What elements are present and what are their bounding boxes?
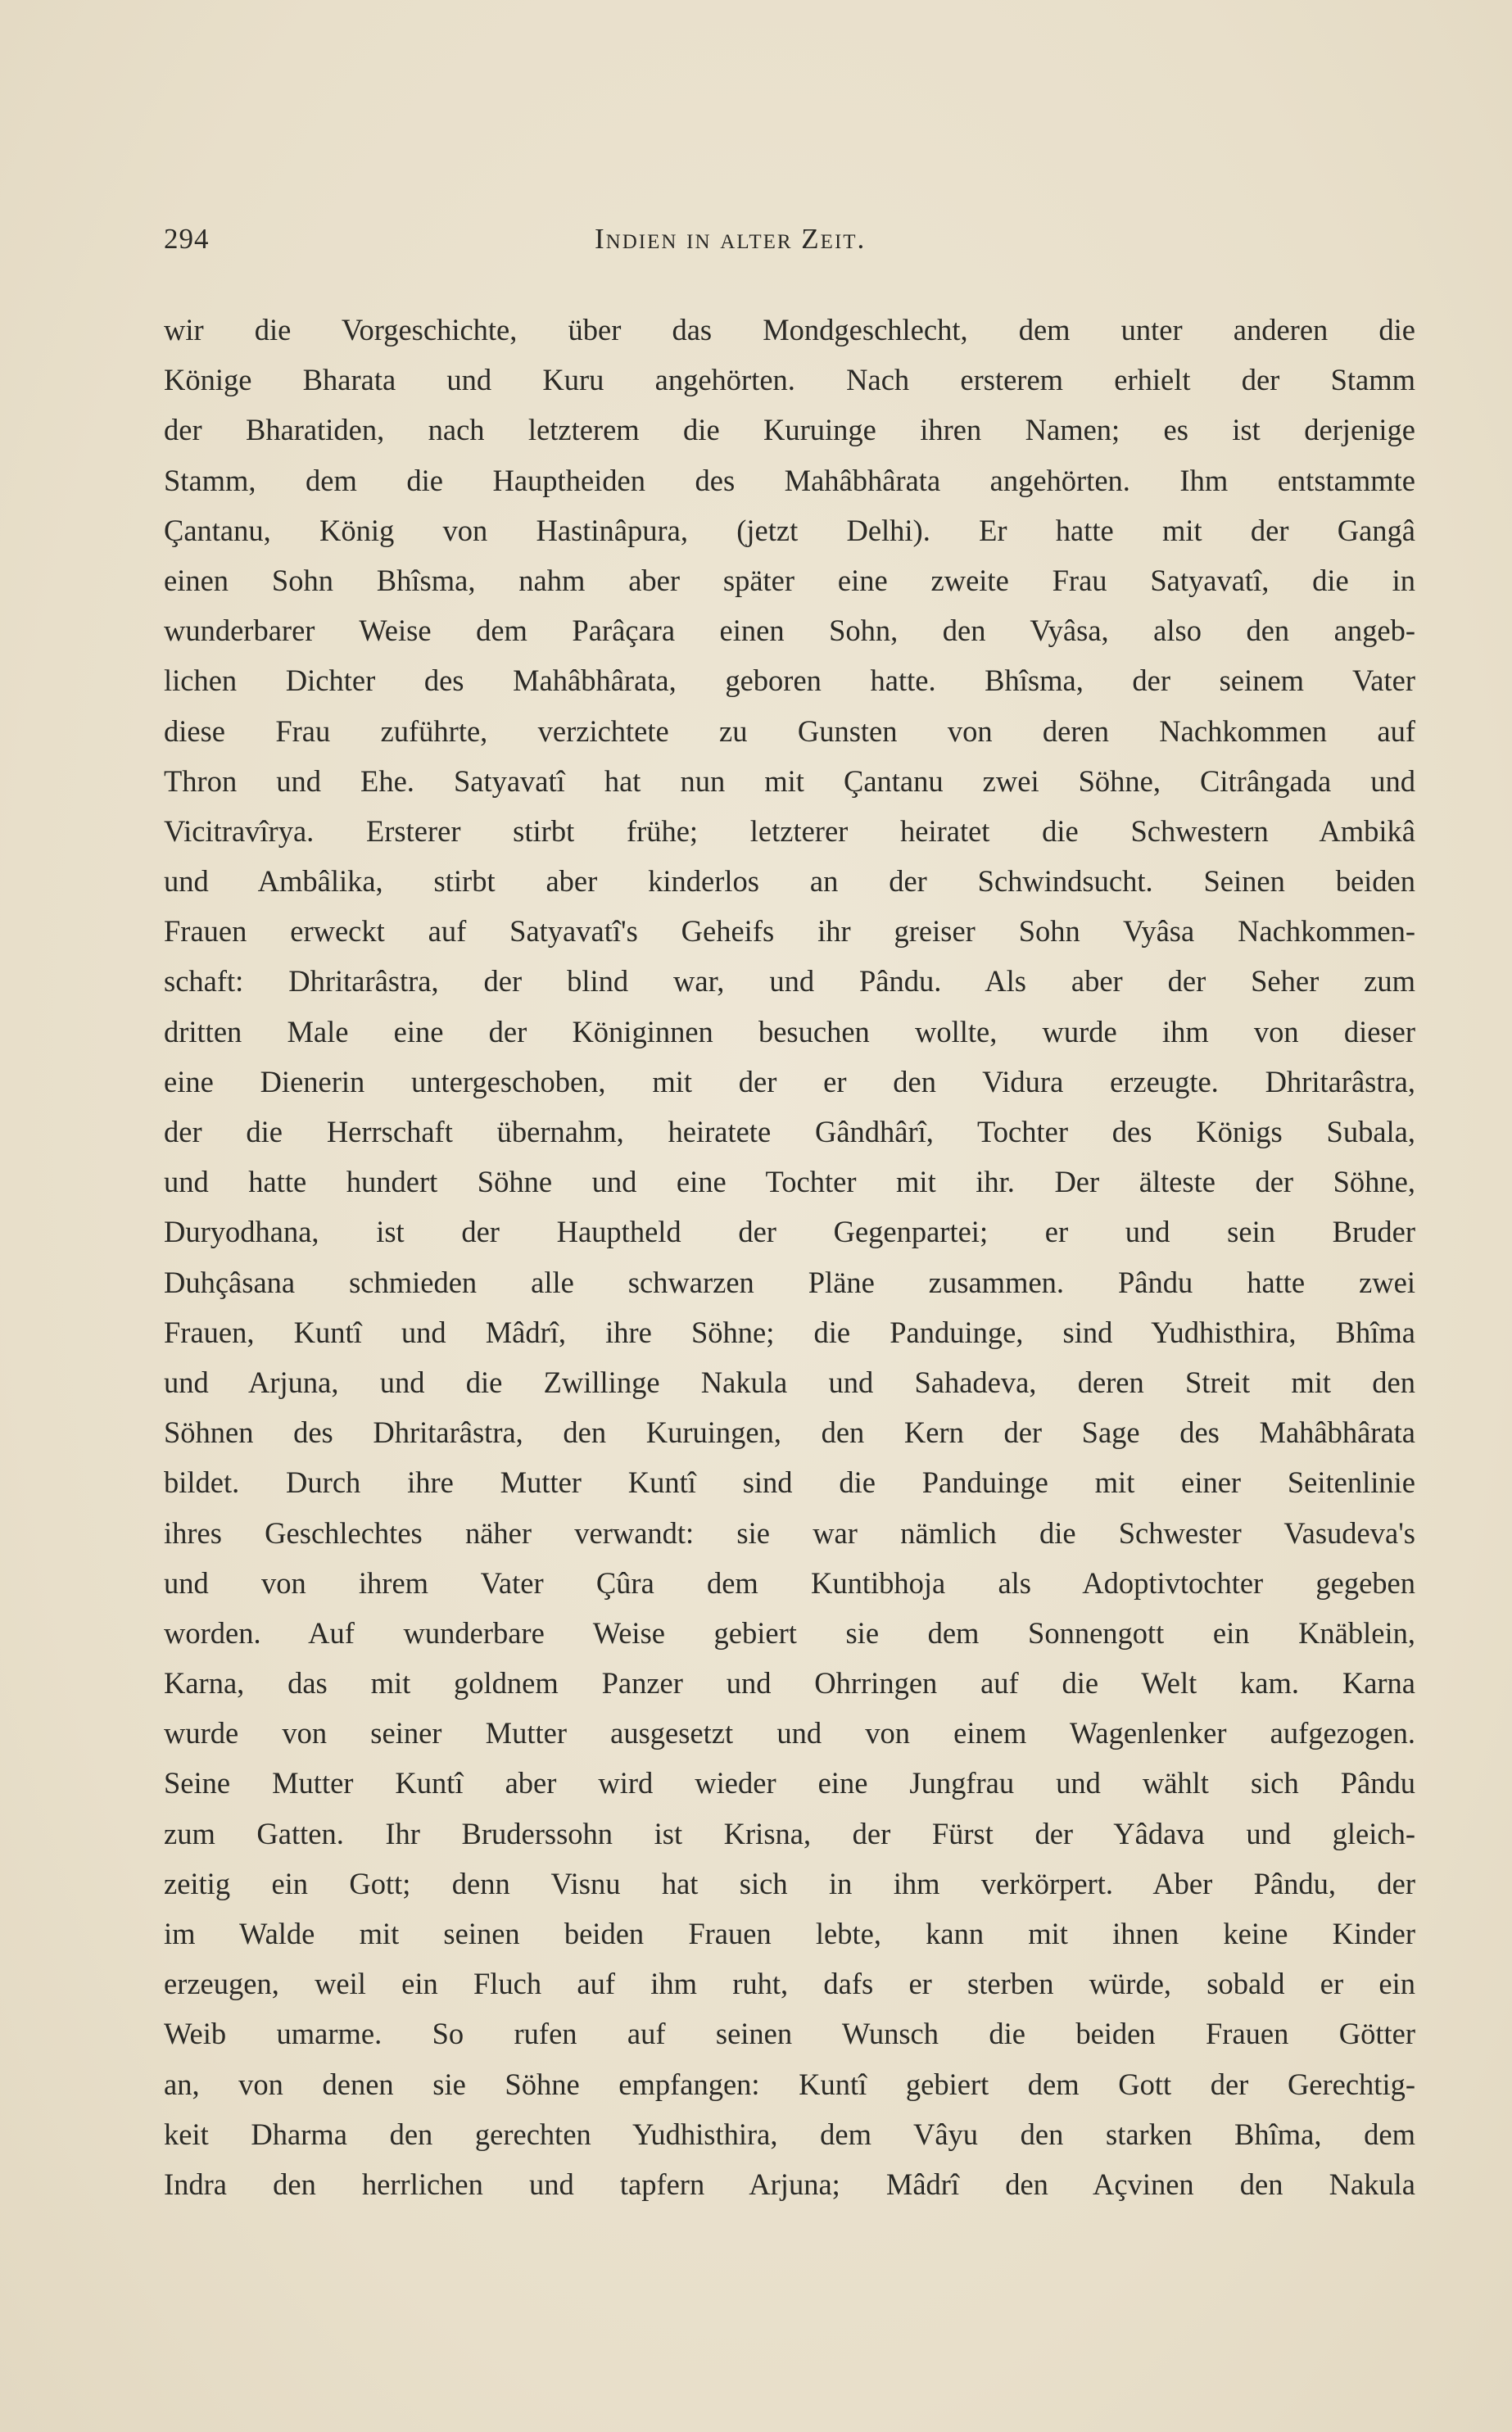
text-line: und Ambâlika, stirbt aber kinderlos an der Schwindsucht. Seinen beiden: [164, 864, 1415, 899]
text-line: Weib umarme. So rufen auf seinen Wunsch die beiden Frauen Götter: [164, 2017, 1415, 2051]
text-line: wir die Vorgeschichte, über das Mondgeschlecht, dem unter anderen die: [164, 313, 1415, 346]
text-line: der die Herrschaft übernahm, heiratete Gândhârî, Tochter des Königs Subala,: [164, 1115, 1415, 1148]
text-line: dritten Male eine der Königinnen besuchen wollte, wurde ihm von dieser: [164, 1014, 1415, 1048]
running-head: Indien in alter Zeit.: [595, 223, 867, 255]
text-line: erzeugen, weil ein Fluch auf ihm ruht, dafs er sterben würde, sobald er ein: [164, 1967, 1415, 2001]
text-line: worden. Auf wunderbare Weise gebiert sie dem Sonnengott ein Knäblein,: [164, 1615, 1415, 1650]
text-line: Vicitravîrya. Ersterer stirbt frühe; letzterer heiratet die Schwestern Ambikâ: [164, 813, 1415, 848]
text-line: Karna, das mit goldnem Panzer und Ohrringen auf die Welt kam. Karna: [164, 1666, 1415, 1701]
text-line: Duhçâsana schmieden alle schwarzen Pläne zusammen. Pându hatte zwei: [164, 1265, 1415, 1299]
text-line: Söhnen des Dhritarâstra, den Kuruingen, den Kern der Sage des Mahâbhârata: [164, 1415, 1415, 1450]
text-line: Frauen erweckt auf Satyavatî's Geheifs ihr greiser Sohn Vyâsa Nachkommen-: [164, 914, 1415, 949]
text-line: zum Gatten. Ihr Bruderssohn ist Krisna, der Fürst der Yâdava und gleich-: [164, 1816, 1415, 1850]
text-line: lichen Dichter des Mahâbhârata, geboren hatte. Bhîsma, der seinem Vater: [164, 663, 1415, 698]
text-line: wunderbarer Weise dem Parâçara einen Sohn, den Vyâsa, also den angeb-: [164, 614, 1415, 648]
text-line: im Walde mit seinen beiden Frauen lebte, kann mit ihnen keine Kinder: [164, 1917, 1415, 1950]
text-line: an, von denen sie Söhne empfangen: Kuntî gebiert dem Gott der Gerechtig-: [164, 2067, 1415, 2101]
text-line: einen Sohn Bhîsma, nahm aber später eine zweite Frau Satyavatî, die in: [164, 563, 1415, 597]
text-line: und von ihrem Vater Çûra dem Kuntibhoja als Adoptivtochter gegeben: [164, 1565, 1415, 1600]
text-line: bildet. Durch ihre Mutter Kuntî sind die Panduinge mit einer Seitenlinie: [164, 1465, 1415, 1500]
text-line: Könige Bharata und Kuru angehörten. Nach ersterem erhielt der Stamm: [164, 363, 1415, 397]
text-line: und Arjuna, und die Zwillinge Nakula und Sahadeva, deren Streit mit den: [164, 1365, 1415, 1399]
text-line: keit Dharma den gerechten Yudhisthira, dem Vâyu den starken Bhîma, dem: [164, 2117, 1415, 2151]
text-line: wurde von seiner Mutter ausgesetzt und von einem Wagenlenker aufgezogen.: [164, 1716, 1415, 1750]
text-line: der Bharatiden, nach letzterem die Kuruinge ihren Namen; es ist derjenige: [164, 413, 1415, 447]
text-line: schaft: Dhritarâstra, der blind war, und Pându. Als aber der Seher zum: [164, 964, 1415, 999]
page-number: 294: [164, 223, 210, 255]
text-line: diese Frau zuführte, verzichtete zu Gunsten von deren Nachkommen auf: [164, 713, 1415, 748]
body-text: [164, 305, 1415, 2209]
text-line: Seine Mutter Kuntî aber wird wieder eine Jungfrau und wählt sich Pându: [164, 1766, 1415, 1800]
text-line: zeitig ein Gott; denn Visnu hat sich in ihm verkörpert. Aber Pându, der: [164, 1866, 1415, 1900]
text-line: Çantanu, König von Hastinâpura, (jetzt Delhi). Er hatte mit der Gangâ: [164, 513, 1415, 547]
text-line: ihres Geschlechtes näher verwandt: sie war nämlich die Schwester Vasudeva's: [164, 1515, 1415, 1550]
text-line: Indra den herrlichen und tapfern Arjuna; Mâdrî den Açvinen den Nakula: [164, 2167, 1415, 2201]
text-line: Stamm, dem die Hauptheiden des Mahâbhârata angehörten. Ihm entstammte: [164, 463, 1415, 497]
page-header: [164, 223, 1433, 264]
text-line: Frauen, Kuntî und Mâdrî, ihre Söhne; die Panduinge, sind Yudhisthira, Bhîma: [164, 1315, 1415, 1349]
text-line: Thron und Ehe. Satyavatî hat nun mit Çantanu zwei Söhne, Citrângada und: [164, 763, 1415, 798]
text-line: eine Dienerin untergeschoben, mit der er den Vidura erzeugte. Dhritarâstra,: [164, 1064, 1415, 1098]
text-line: und hatte hundert Söhne und eine Tochter mit ihr. Der älteste der Söhne,: [164, 1165, 1415, 1199]
text-line: Duryodhana, ist der Hauptheld der Gegenpartei; er und sein Bruder: [164, 1215, 1415, 1249]
